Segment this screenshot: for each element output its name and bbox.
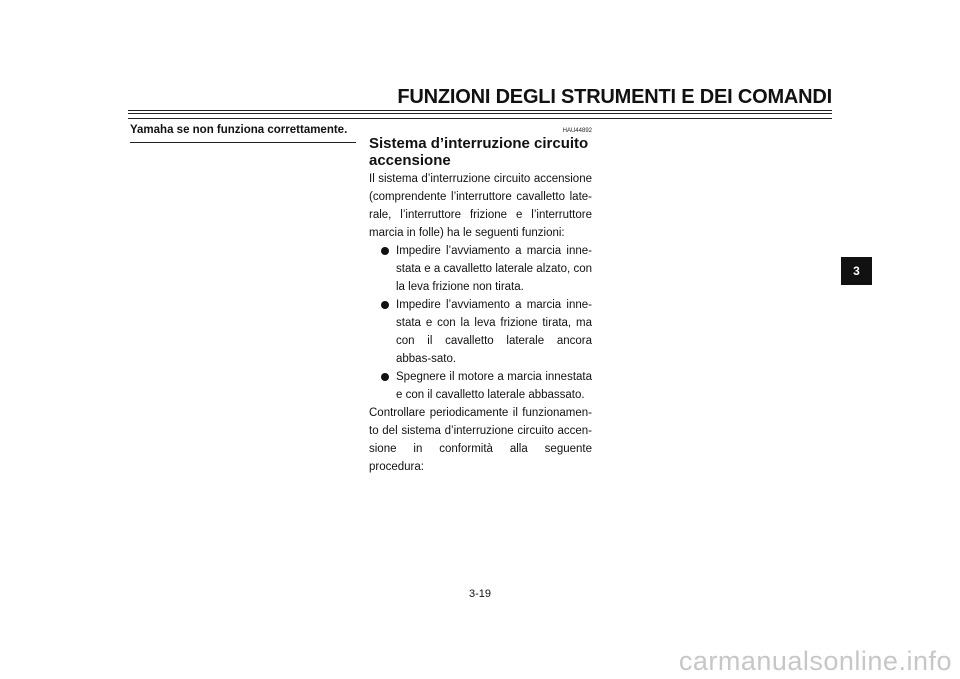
list-item (369, 368, 592, 404)
section-code: HAU44892 (562, 128, 592, 134)
section-title: Sistema d’interruzione circuito accensione (369, 135, 589, 169)
bullet-icon (381, 373, 389, 381)
intro-paragraph: Il sistema d’interruzione circuito accensione (comprendente l’interruttore cavalletto late-rale, l’interruttore frizione e l’interruttore marcia in folle) ha le seguenti funzioni: (369, 173, 592, 239)
outro-paragraph: Controllare periodicamente il funzionamen-to del sistema d’interruzione circuito accen-sione in conformità alla seguente procedura: (369, 407, 592, 473)
list-item-text: Impedire l’avviamento a marcia inne-stata e con la leva frizione tirata, ma con il cavalletto laterale ancora abbas-sato. (396, 299, 592, 365)
list-item (369, 242, 592, 296)
list-item (369, 296, 592, 368)
chapter-title: FUNZIONI DEGLI STRUMENTI E DEI COMANDI (397, 86, 832, 108)
watermark: carmanualsonline.info (678, 646, 952, 676)
chapter-tab: 3 (841, 257, 872, 285)
bullet-icon (381, 247, 389, 255)
page-number: 3-19 (468, 588, 492, 600)
right-column (369, 127, 592, 476)
bullet-icon (381, 301, 389, 309)
column-rule (130, 142, 356, 143)
header-rule (128, 110, 832, 119)
left-column (130, 123, 356, 143)
continued-text: Yamaha se non funziona correttamente. (130, 124, 348, 136)
list-item-text: Spegnere il motore a marcia innestata e con il cavalletto laterale abbassato. (396, 371, 592, 401)
list-item-text: Impedire l’avviamento a marcia inne-stata e a cavalletto laterale alzato, con la leva frizione non tirata. (396, 245, 592, 293)
function-list (369, 242, 592, 404)
